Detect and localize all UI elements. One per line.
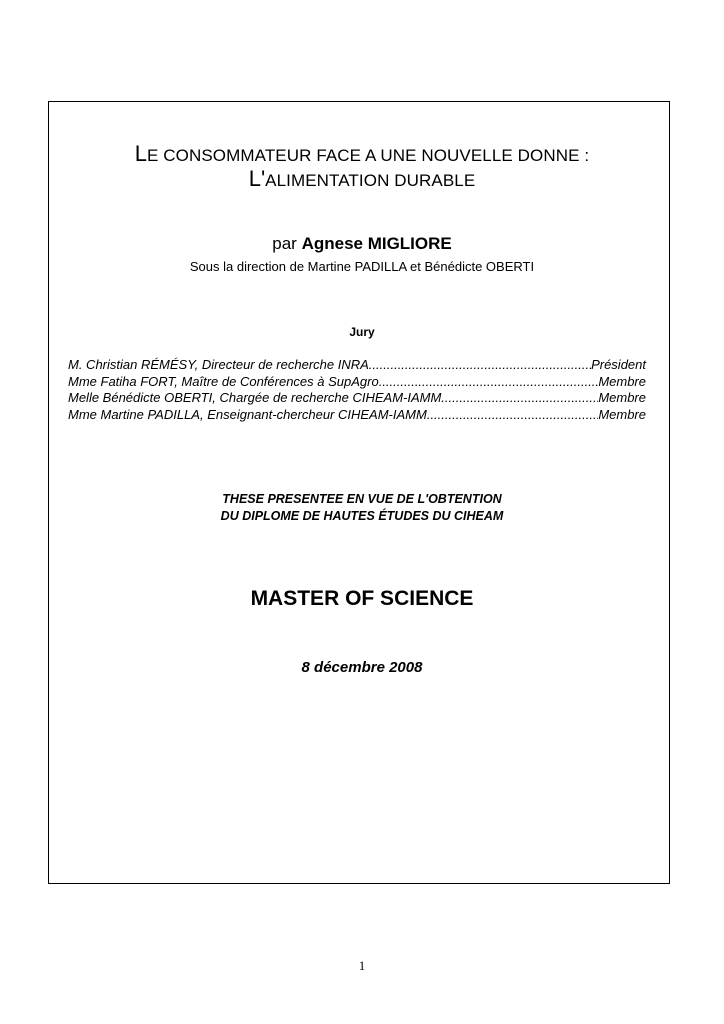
defense-date: 8 décembre 2008 <box>301 659 423 676</box>
supervision-line: Sous la direction de Martine PADILLA et Bénédicte OBERTI <box>189 259 535 274</box>
page-number: 1 <box>358 958 366 973</box>
title-text: ALIMENTATION DURABLE <box>265 171 476 190</box>
jury-member-name: Mme Martine PADILLA, Enseignant-chercheur CIHEAM-IAMM <box>68 406 427 422</box>
thesis-statement-line-1: THESE PRESENTEE EN VUE DE L'OBTENTION <box>222 492 502 506</box>
author-prefix: par <box>272 234 297 253</box>
jury-member-role: Membre <box>598 406 646 422</box>
jury-member <box>68 407 646 424</box>
jury-member-role: Membre <box>598 373 646 389</box>
jury-heading: Jury <box>349 325 375 339</box>
degree-title: MASTER OF SCIENCE <box>250 587 474 610</box>
author-line <box>0 234 724 254</box>
title-initial: L <box>134 141 148 166</box>
jury-member <box>68 357 646 374</box>
jury-member-name: M. Christian RÉMÉSY, Directeur de recherche INRA <box>68 357 369 372</box>
document-title-line-1 <box>0 143 724 167</box>
leader-dots <box>379 374 599 391</box>
leader-dots <box>441 390 598 407</box>
jury-member-role: Membre <box>598 390 646 405</box>
document-title-line-2 <box>0 168 724 192</box>
title-text: E CONSOMMATEUR FACE A UNE NOUVELLE DONNE : <box>147 146 590 165</box>
jury-member <box>68 374 646 391</box>
jury-member-role: Président <box>591 357 646 372</box>
jury-member <box>68 390 646 407</box>
title-initial: L' <box>248 166 266 191</box>
author-name: Agnese MIGLIORE <box>301 234 452 253</box>
jury-member-name: Melle Bénédicte OBERTI, Chargée de recherche CIHEAM-IAMM <box>68 390 442 405</box>
leader-dots <box>369 357 591 374</box>
thesis-statement-line-2: DU DIPLOME DE HAUTES ÉTUDES DU CIHEAM <box>220 509 504 523</box>
leader-dots <box>427 407 598 424</box>
jury-member-name: Mme Fatiha FORT, Maître de Conférences à SupAgro <box>68 373 379 389</box>
jury-list <box>68 357 646 423</box>
